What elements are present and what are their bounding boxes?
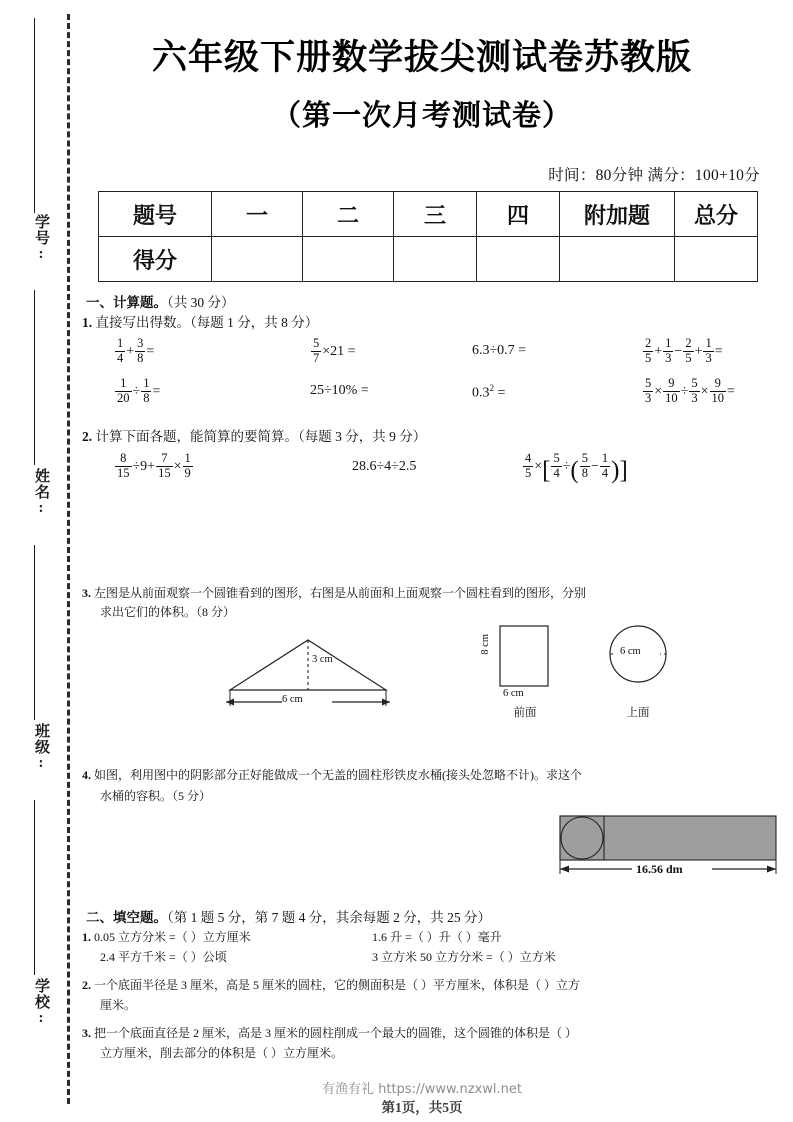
question-1-1-text: 直接写出得数。 [95,315,190,330]
section-2-points: （第 1 题 5 分，第 7 题 4 分，其余每题 2 分，共 25 分） [167,910,491,925]
expr-1-2-d: $\frac{5}{3}$ × $\frac{9}{10}$ ÷ $\frac{5}{3}$ × $\frac{9}{10}$ = [645,376,735,405]
question-2-2-number: 2. [82,978,91,992]
question-1-4-text-line2: 水桶的容积。 [100,789,173,803]
seal-dashed-line [67,14,70,1104]
fraction: $\frac{5}{3}$ [691,376,698,405]
question-2-1-blank-c[interactable]: 2.4 平方千米 =（ ）公顷 [100,950,227,964]
score-input-total[interactable] [675,237,758,282]
exam-meta-info: 时间：80分钟 满分：100+10分 [548,167,760,184]
question-1-1-number: 1. [82,315,93,330]
expr-1-1-b: $\frac{5}{7}$ ×21 = [313,336,356,365]
question-1-4-prompt-line2 [100,787,211,806]
question-2-1-line2 [100,948,227,967]
question-1-2-prompt [82,427,426,446]
section-1-title: 一、计算题。 [86,295,167,310]
seal-rule-3 [34,545,35,720]
question-1-2-text: 计算下面各题，能简算的要简算。 [95,429,298,444]
fraction: $\frac{1}{3}$ [705,336,712,365]
page-subtitle: （第一次月考测试卷） [271,98,572,132]
figure-shaded-sheet [554,812,779,884]
score-input-q1[interactable] [212,237,303,282]
fraction: $\frac{1}{3}$ [665,336,672,365]
question-1-4-text-line1: 如图，利用图中的阴影部分正好能做成一个无盖的圆柱形铁皮水桶(接头处忽略不计)。求这个 [94,768,582,782]
score-input-q3[interactable] [394,237,477,282]
figure-cone-front-view [212,632,402,722]
question-1-3-number: 3. [82,586,91,600]
cone-height-label: 3 cm [312,654,333,665]
fraction: $\frac{3}{8}$ [137,336,144,365]
question-2-2-text-line2: 厘米。 [100,998,137,1012]
question-2-3-number: 3. [82,1026,91,1040]
exam-page [72,0,793,1122]
expr-1-2-c: $0.3^2$ = [472,383,506,401]
score-table [98,191,758,282]
figure-cylinder-views [472,620,702,725]
question-2-2-line1 [82,976,580,995]
cylinder-front-height-label: 8 cm [480,634,491,655]
table-row-header [99,192,758,237]
fraction: $\frac{1}{8}$ [143,376,150,405]
score-input-q2[interactable] [303,237,394,282]
fraction: $\frac{5}{4}$ [553,451,560,480]
section-1-heading [86,291,235,311]
question-1-1-points: （每题 1 分，共 8 分） [190,315,319,330]
question-1-3-points: （8 分） [196,605,236,619]
seal-margin [0,0,72,1122]
score-cell-q4: 四 [477,192,560,237]
section-2-title: 二、填空题。 [86,910,167,925]
section-1-points: （共 30 分） [167,295,235,310]
fraction: $\frac{2}{5}$ [645,336,652,365]
score-cell-total: 总分 [675,192,758,237]
seal-label-name: 姓名: [33,468,49,517]
fraction: $\frac{1}{4}$ [117,336,124,365]
sheet-width-label: 16.56 dm [636,862,683,876]
question-2-3-text-line2[interactable]: 立方厘米，削去部分的体积是（ ）立方厘米。 [100,1046,344,1060]
expr-1-2-b: 25÷10% = [310,383,369,398]
fraction: $\frac{8}{15}$ [117,451,130,480]
fraction: $\frac{1}{4}$ [601,451,609,480]
cylinder-front-width-label: 6 cm [503,688,524,699]
question-2-2-line2 [100,996,136,1015]
expr-1-2-a: $\frac{1}{20}$ ÷ $\frac{1}{8}$ = [117,376,161,405]
seal-rule-2 [34,290,35,465]
fraction: $\frac{2}{5}$ [685,336,692,365]
question-2-1-blank-d[interactable]: 3 立方米 50 立方分米 =（ ）立方米 [372,950,556,964]
question-1-4-prompt-line1 [82,766,582,785]
page-title: 六年级下册数学拔尖测试卷苏教版 [151,37,692,78]
score-cell-bonus: 附加题 [560,192,675,237]
fraction: $\frac{4}{5}$ [525,451,532,480]
fraction: $\frac{1}{20}$ [117,376,130,405]
cylinder-front-caption: 前面 [513,707,537,719]
score-cell-label-number: 题号 [99,192,212,237]
question-1-2-points: （每题 3 分，共 9 分） [298,429,427,444]
question-1-4-number: 4. [82,768,91,782]
page-number: 第1页，共5页 [381,1100,463,1115]
seal-rule-4 [34,800,35,975]
fraction: $\frac{5}{8}$ [581,451,588,480]
expr-2-a: $\frac{8}{15}$ ÷9+ $\frac{7}{15}$ × $\frac{1}{9}$ [117,451,191,480]
fraction: $\frac{9}{10}$ [665,376,678,405]
seal-label-student-id: 学号: [33,214,49,263]
question-2-1-blank-a[interactable]: 0.05 立方分米 =（ ）立方厘米 [94,930,251,944]
cylinder-top-caption: 上面 [626,707,650,719]
table-row-scores [99,237,758,282]
watermark: 有渔有礼 https://www.nzxwl.net [321,1082,523,1097]
expr-1-1-a: $\frac{1}{4}$ + $\frac{3}{8}$ = [117,336,155,365]
score-input-q4[interactable] [477,237,560,282]
question-2-3-line1 [82,1024,577,1043]
cylinder-top-diameter-label: 6 cm [620,646,641,657]
expr-2-b: 28.6÷4÷2.5 [352,459,417,474]
score-cell-q1: 一 [212,192,303,237]
question-2-1-line1 [82,928,251,947]
score-input-bonus[interactable] [560,237,675,282]
question-1-3-prompt-line2 [100,603,235,622]
question-2-3-line2 [100,1044,343,1063]
question-2-2-text-line1[interactable]: 一个底面半径是 3 厘米，高是 5 厘米的圆柱，它的侧面积是（ ）平方厘米，体积是（ ）立方 [94,978,581,992]
question-1-3-text-line2: 求出它们的体积。 [100,605,197,619]
question-1-1-prompt [82,313,318,332]
fraction: $\frac{9}{10}$ [711,376,724,405]
cone-base-label: 6 cm [282,694,303,705]
seal-label-class: 班级: [33,723,49,772]
expr-1-1-d: $\frac{2}{5}$ + $\frac{1}{3}$ − $\frac{2}{5}$ + $\frac{1}{3}$ = [645,336,723,365]
fraction: $\frac{5}{3}$ [645,376,652,405]
question-2-1-number: 1. [82,930,91,944]
fraction: $\frac{1}{9}$ [184,451,191,480]
score-cell-label-score: 得分 [99,237,212,282]
expr-2-c: $\frac{4}{5}$ ×[ $\frac{5}{4}$ ÷( $\frac{5}{8}$ − $\frac{1}{4}$ )] [525,451,628,484]
question-2-1-blank-b[interactable]: 1.6 升 =（ ）升（ ）毫升 [372,930,502,944]
question-2-1-line2b [372,948,556,967]
score-cell-q2: 二 [303,192,394,237]
question-1-3-prompt-line1 [82,584,586,603]
question-2-3-text-line1[interactable]: 把一个底面直径是 2 厘米，高是 3 厘米的圆柱削成一个最大的圆锥，这个圆锥的体积是（ ） [94,1026,578,1040]
seal-label-school: 学校: [33,978,49,1027]
section-2-heading [86,906,491,926]
expr-1-1-c: 6.3÷0.7 = [472,343,527,358]
question-1-3-text-line1: 左图是从前面观察一个圆锥看到的图形，右图是从前面和上面观察一个圆柱看到的图形，分别 [94,586,587,600]
question-1-4-points: （5 分） [172,789,212,803]
fraction: $\frac{5}{7}$ [313,336,320,365]
fraction: $\frac{7}{15}$ [158,451,171,480]
cone-triangle-svg [212,632,402,722]
score-cell-q3: 三 [394,192,477,237]
seal-rule-1 [34,18,35,213]
question-2-1-line1b [372,928,502,947]
question-1-2-number: 2. [82,429,93,444]
